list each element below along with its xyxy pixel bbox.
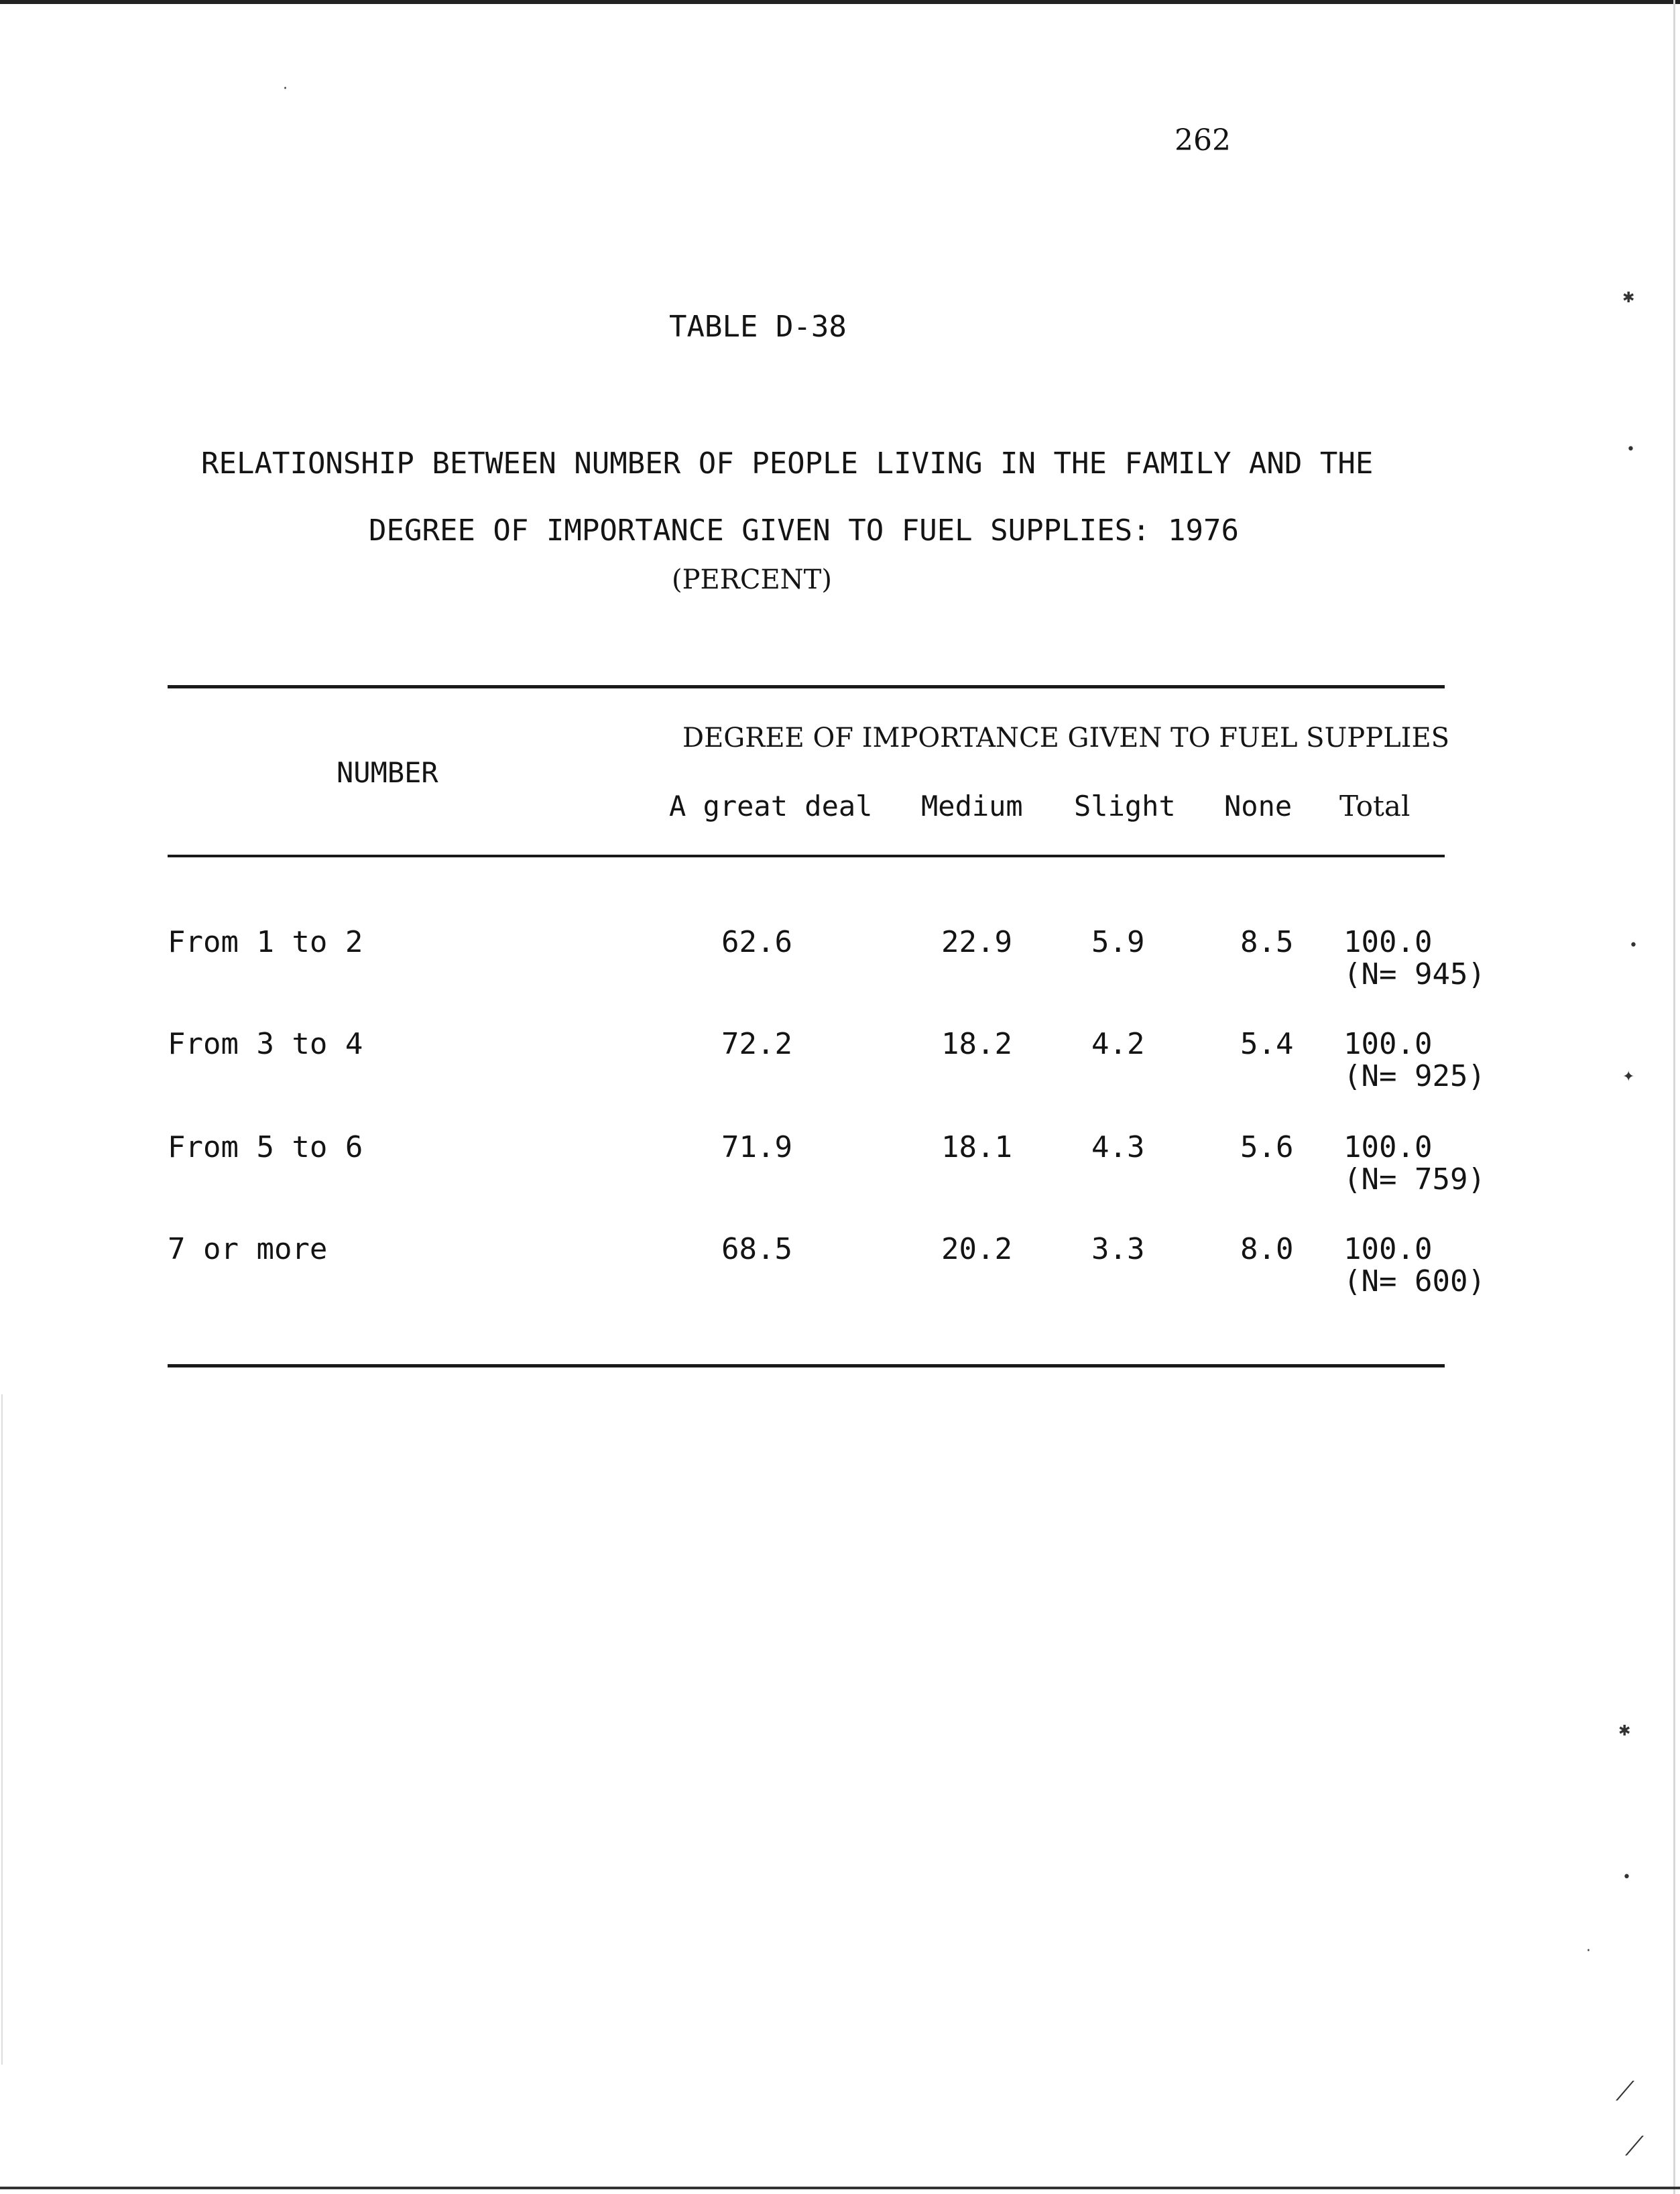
- cell-total: 100.0: [1343, 1130, 1433, 1164]
- cell-sample-size: (N= 925): [1343, 1059, 1486, 1093]
- row-label: 7 or more: [168, 1232, 328, 1266]
- table-header-rule: [168, 855, 1445, 857]
- cell-sample-size: (N= 600): [1343, 1264, 1486, 1298]
- cell-slight: 5.9: [1091, 925, 1145, 959]
- cell-great-deal: 72.2: [721, 1027, 792, 1061]
- row-label: From 5 to 6: [168, 1130, 363, 1164]
- table-row: [0, 1027, 1680, 1107]
- scan-speck: ⟋: [1625, 2131, 1644, 2162]
- cell-none: 5.4: [1240, 1027, 1294, 1061]
- column-header-slight: Slight: [1074, 790, 1176, 822]
- cell-none: 5.6: [1240, 1130, 1294, 1164]
- cell-none: 8.5: [1240, 925, 1294, 959]
- cell-total: 100.0: [1343, 1027, 1433, 1061]
- scan-speck: •: [1629, 937, 1638, 954]
- table-row: [0, 925, 1680, 1005]
- column-header-great-deal: A great deal: [669, 790, 873, 822]
- table-row: [0, 1130, 1680, 1211]
- cell-medium: 20.2: [941, 1232, 1012, 1266]
- table-title-line-2: DEGREE OF IMPORTANCE GIVEN TO FUEL SUPPLIES: 1976: [369, 513, 1240, 548]
- table-bottom-rule: [168, 1364, 1445, 1367]
- cell-medium: 18.2: [941, 1027, 1012, 1061]
- page-bottom-edge: [0, 2187, 1680, 2189]
- cell-total: 100.0: [1343, 1232, 1433, 1266]
- row-label: From 1 to 2: [168, 925, 363, 959]
- scan-speck: ⟋: [1616, 2076, 1634, 2107]
- table-units: (PERCENT): [672, 564, 832, 595]
- cell-sample-size: (N= 759): [1343, 1162, 1486, 1197]
- column-header-medium: Medium: [921, 790, 1023, 822]
- table-row: [0, 1232, 1680, 1313]
- cell-medium: 18.1: [941, 1130, 1012, 1164]
- cell-sample-size: (N= 945): [1343, 957, 1486, 991]
- page-top-edge: [0, 0, 1680, 4]
- cell-great-deal: 68.5: [721, 1232, 792, 1266]
- table-title-line-1: RELATIONSHIP BETWEEN NUMBER OF PEOPLE LIVING IN THE FAMILY AND THE: [201, 446, 1374, 481]
- scan-speck: ·: [1586, 1943, 1591, 1959]
- cell-great-deal: 62.6: [721, 925, 792, 959]
- column-header-none: None: [1224, 790, 1293, 822]
- page-left-edge: [1, 1394, 3, 2065]
- column-header-total: Total: [1339, 790, 1411, 822]
- scan-speck: ✱: [1618, 1723, 1631, 1740]
- table-id: TABLE D-38: [669, 310, 847, 344]
- scan-speck: •: [1626, 441, 1635, 458]
- cell-slight: 3.3: [1091, 1232, 1145, 1266]
- cell-total: 100.0: [1343, 925, 1433, 959]
- page-number: 262: [1175, 123, 1231, 158]
- cell-slight: 4.2: [1091, 1027, 1145, 1061]
- scan-speck: ✱: [1622, 290, 1635, 306]
- scan-speck: ✦: [1622, 1069, 1635, 1085]
- cell-slight: 4.3: [1091, 1130, 1145, 1164]
- spanner-header: DEGREE OF IMPORTANCE GIVEN TO FUEL SUPPLIES: [682, 723, 1450, 753]
- table-top-rule: [168, 685, 1445, 688]
- scan-speck: ·: [283, 80, 288, 97]
- scan-speck: •: [1622, 1869, 1631, 1886]
- row-label: From 3 to 4: [168, 1027, 363, 1061]
- cell-none: 8.0: [1240, 1232, 1294, 1266]
- cell-great-deal: 71.9: [721, 1130, 792, 1164]
- stub-header: NUMBER: [337, 756, 438, 789]
- cell-medium: 22.9: [941, 925, 1012, 959]
